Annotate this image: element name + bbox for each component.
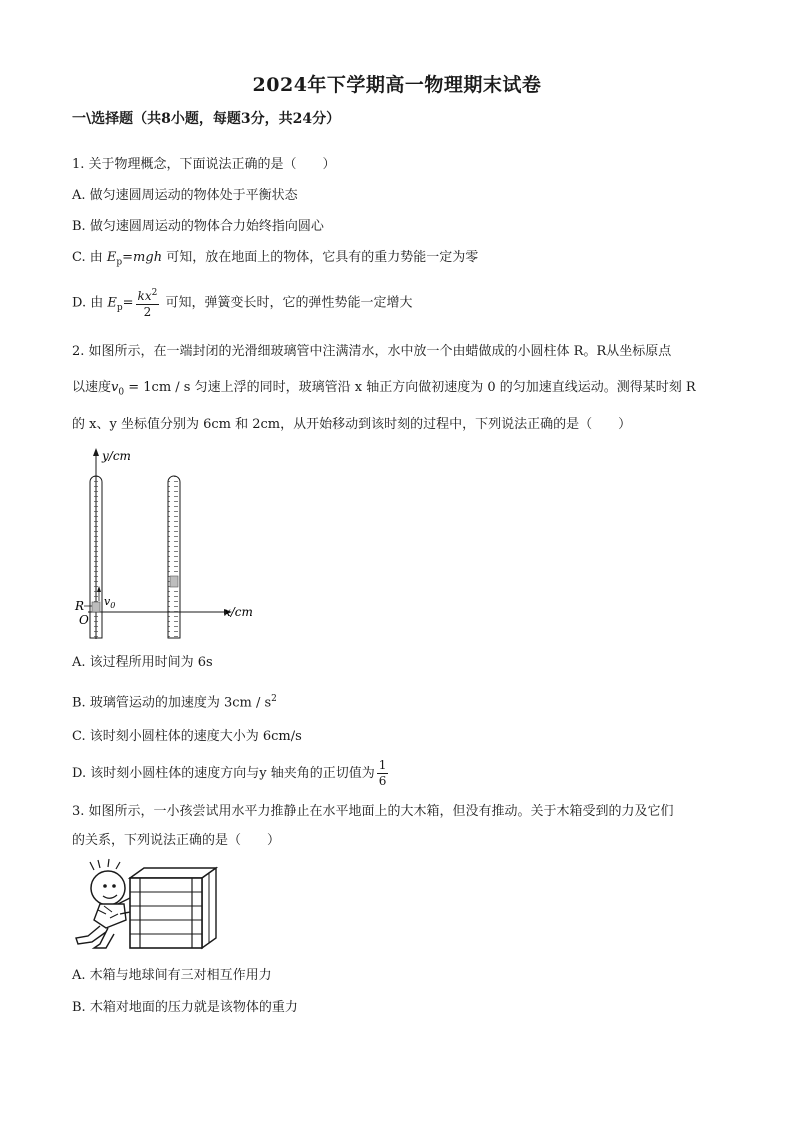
wax-cylinder-later xyxy=(170,576,178,587)
page-title: 2024年下学期高一物理期末试卷 xyxy=(252,74,542,96)
q2-stem-line3: 的 x、y 坐标值分别为 6cm 和 2cm，从开始移动到该时刻的过程中，下列说法正确的是（ ） xyxy=(72,417,632,432)
child-body-icon xyxy=(94,904,126,928)
q1-option-d: D. 由 $E_p=$ $\frac{kx^2}{2}$ 可知，弹簧变长时，它的弹性势能一定增大 xyxy=(72,288,413,319)
child-head-icon xyxy=(91,871,125,905)
glass-tube-later xyxy=(168,476,180,638)
q1-option-b: B. 做匀速圆周运动的物体合力始终指向圆心 xyxy=(72,219,324,234)
q3-stem-line1: 3. 如图所示，一小孩尝试用水平力推静止在水平地面上的大木箱，但没有推动。关于木箱受到的力及它们 xyxy=(72,804,674,819)
y-axis-label: y/cm xyxy=(102,449,131,463)
q2-option-a: A. 该过程所用时间为 6s xyxy=(72,655,213,670)
x-axis-label: x/cm xyxy=(224,605,253,619)
q2-option-c: C. 该时刻小圆柱体的速度大小为 6cm/s xyxy=(72,729,302,744)
q3-stem-line2: 的关系，下列说法正确的是（ ） xyxy=(72,833,281,848)
q1-option-c: C. 由 $E_p=mgh$ 可知，放在地面上的物体，它具有的重力势能一定为零 xyxy=(72,250,479,268)
crate-front-icon xyxy=(130,878,202,948)
q2-stem-line1: 2. 如图所示，在一端封闭的光滑细玻璃管中注满清水，水中放一个由蜡做成的小圆柱体 R。R从坐标原点 xyxy=(72,344,672,359)
y-axis-arrow-icon xyxy=(93,448,99,456)
velocity-label: $v_0$ xyxy=(104,595,116,610)
wax-cylinder-start xyxy=(92,602,100,612)
q3-option-b: B. 木箱对地面的压力就是该物体的重力 xyxy=(72,1000,298,1015)
tangent-fraction: $\frac{1}{6}$ xyxy=(378,758,387,788)
q1-option-a: A. 做匀速圆周运动的物体处于平衡状态 xyxy=(72,188,298,203)
origin-label: O xyxy=(79,613,89,627)
glass-tube-figure xyxy=(70,444,260,644)
child-pushing-crate-figure xyxy=(70,858,220,953)
q2-option-b: B. 玻璃管运动的加速度为 $3cm / s^2$ xyxy=(72,694,277,711)
section-heading: 一\选择题（共8小题，每题3分，共24分） xyxy=(72,111,341,127)
r-label: R xyxy=(75,599,85,613)
elastic-energy-fraction: $\frac{kx^2}{2}$ xyxy=(137,288,158,319)
q3-option-a: A. 木箱与地球间有三对相互作用力 xyxy=(72,968,272,983)
q2-option-d: D. 该时刻小圆柱体的速度方向与y 轴夹角的正切值为 $\frac{1}{6}$ xyxy=(72,758,387,788)
q1-stem: 1. 关于物理概念，下面说法正确的是（ ） xyxy=(72,157,336,172)
glass-tube-start xyxy=(90,476,102,638)
q2-stem-line2: 以速度$v_0 = 1cm / s$ 匀速上浮的同时，玻璃管沿 x 轴正方向做初速度为 0 的匀加速直线运动。测得某时刻 R xyxy=(72,380,696,398)
